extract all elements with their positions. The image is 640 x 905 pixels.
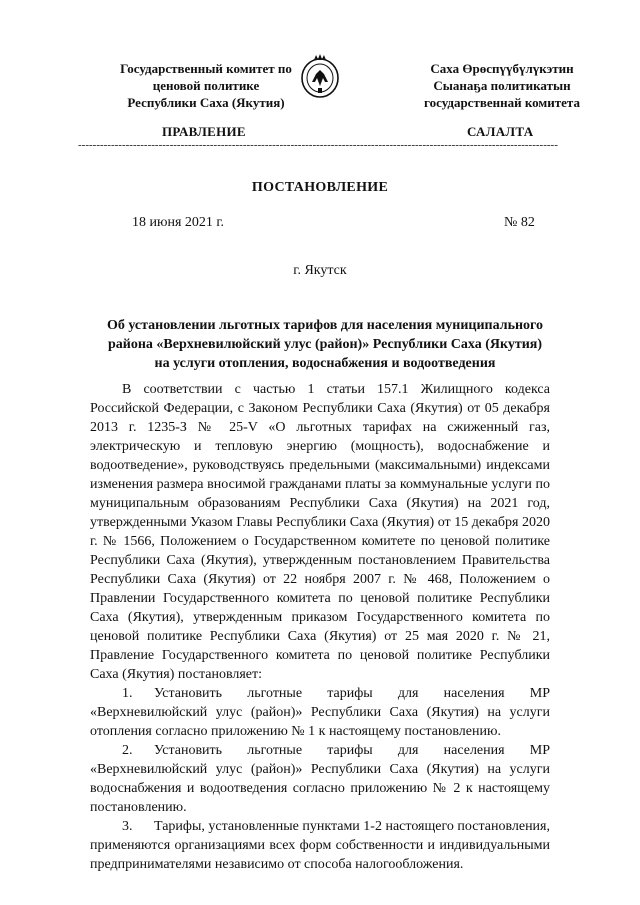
header-left-subtitle: ПРАВЛЕНИЕ bbox=[162, 124, 246, 139]
document-subject: Об установлении льготных тарифов для населения муниципального района «Верхневилюйский улус (район)» Республики Саха (Якутия) на услуги отопления, водоснабжения и водоотведения bbox=[106, 318, 544, 371]
header-right-line: государственнай комитета bbox=[424, 95, 580, 110]
header-divider: ----------------------------------------------------------------------------------------------------------------------------------- bbox=[78, 139, 558, 151]
list-item-text: Тарифы, установленные пунктами 1-2 настоящего постановления, применяются организациями всех форм собственности и индивидуальными предпринимателями независимо от способа налогообложения. bbox=[90, 819, 550, 872]
header-right-subtitle: САЛАЛТА bbox=[467, 124, 534, 139]
list-item bbox=[90, 684, 550, 741]
header-right-org bbox=[392, 60, 612, 111]
list-item bbox=[90, 741, 550, 817]
document-title: ПОСТАНОВЛЕНИЕ bbox=[251, 180, 389, 195]
preamble-paragraph: В соответствии с частью 1 статьи 157.1 Жилищного кодекса Российской Федерации, с Законом Республики Саха (Якутия) от 05 декабря 2013 г. 1235-З № 25-V «О льготных тарифах на сжиженный газ, электрическую и тепловую энергию (мощность), водоснабжение и водоотведение», руководствуясь предельными (максимальными) индексами изменения размера вносимой гражданами платы за коммунальные услуги по муниципальным образованиям Республики Саха (Якутия) на 2021 год, утвержденными Указом Главы Республики Саха (Якутия) от 15 декабря 2020 г. № 1566, Положением о Государственном комитете по ценовой политике Республики Саха (Якутия), утвержденным постановлением Правительства Республики Саха (Якутия) от 22 ноября 2007 г. № 468, Положением о Правлении Государственного комитета по ценовой политике Республики Саха (Якутия), утвержденным приказом Государственного комитета по ценовой политике Республики Саха (Якутия) от 25 мая 2020 г. № 21, Правление Государственного комитета по ценовой политике Республики Саха (Якутия) постановляет: bbox=[90, 382, 550, 682]
list-item bbox=[90, 817, 550, 874]
document-number: № 82 bbox=[504, 215, 535, 230]
list-item-text: Установить льготные тарифы для населения МР «Верхневилюйский улус (район)» Республики Саха (Якутия) на услуги отопления согласно приложению № 1 к настоящему постановлению. bbox=[90, 686, 550, 739]
list-item-number: 2. bbox=[122, 743, 133, 758]
list-item-number: 1. bbox=[122, 686, 133, 701]
list-item-text: Установить льготные тарифы для населения МР «Верхневилюйский улус (район)» Республики Саха (Якутия) на услуги водоснабжения и водоотведения согласно приложению № 2 к настоящему постановлению. bbox=[90, 743, 550, 815]
document-date: 18 июня 2021 г. bbox=[132, 215, 225, 230]
header-left-line: ценовой политике bbox=[152, 78, 260, 93]
header-left-line: Республики Саха (Якутия) bbox=[127, 95, 285, 110]
header-left-line: Государственный комитет по bbox=[120, 61, 292, 76]
header-right-line: Сыанаҕа политикатын bbox=[433, 78, 571, 93]
header-right-line: Саха Өрөспүүбүлүкэтин bbox=[430, 61, 574, 76]
document-body bbox=[90, 380, 550, 874]
document-city: г. Якутск bbox=[293, 263, 347, 278]
header-left-org bbox=[96, 60, 316, 111]
list-item-number: 3. bbox=[122, 819, 133, 834]
coat-of-arms-icon bbox=[298, 52, 342, 100]
